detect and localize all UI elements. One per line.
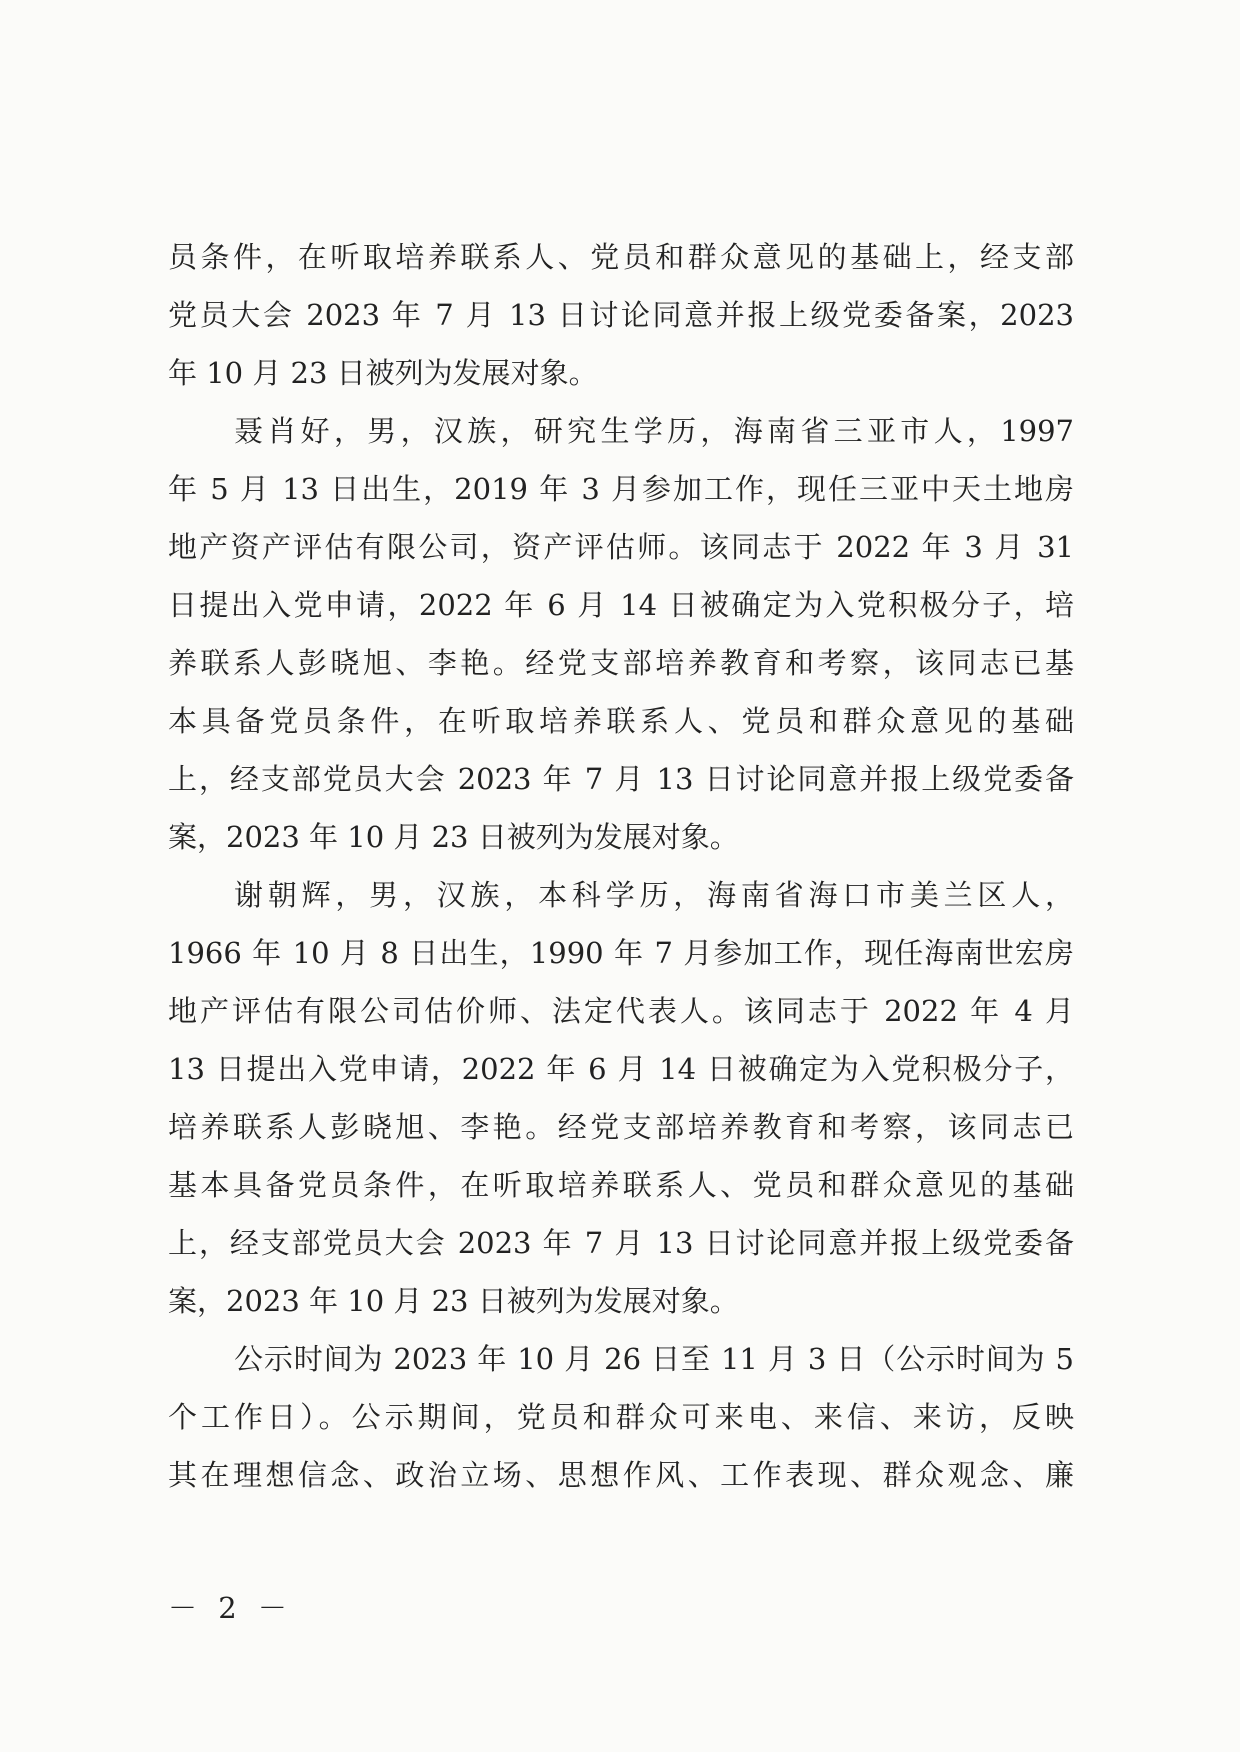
text-line: 年 10 月 23 日被列为发展对象。 [168, 356, 598, 390]
text-line: 案，2023 年 10 月 23 日被列为发展对象。 [168, 1284, 739, 1318]
text-line: 案，2023 年 10 月 23 日被列为发展对象。 [168, 820, 739, 854]
text-line: 1966 年 10 月 8 日出生，1990 年 7 月参加工作，现任海南世宏房 [168, 936, 1074, 970]
text-line: 上，经支部党员大会 2023 年 7 月 13 日讨论同意并报上级党委备 [168, 1226, 1074, 1260]
text-line: 基本具备党员条件，在听取培养联系人、党员和群众意见的基础 [168, 1168, 1074, 1202]
text-line: 养联系人彭晓旭、李艳。经党支部培养教育和考察，该同志已基 [168, 646, 1074, 680]
text-line: 员条件，在听取培养联系人、党员和群众意见的基础上，经支部 [168, 240, 1074, 274]
text-line: 日提出入党申请，2022 年 6 月 14 日被确定为入党积极分子，培 [168, 588, 1074, 622]
text-line: 党员大会 2023 年 7 月 13 日讨论同意并报上级党委备案，2023 [168, 298, 1074, 332]
text-line: 上，经支部党员大会 2023 年 7 月 13 日讨论同意并报上级党委备 [168, 762, 1074, 796]
document-body [168, 228, 1074, 1504]
page-number: － 2 － [168, 1591, 293, 1625]
text-line: 地产资产评估有限公司，资产评估师。该同志于 2022 年 3 月 31 [168, 530, 1074, 564]
text-line: 其在理想信念、政治立场、思想作风、工作表现、群众观念、廉 [168, 1458, 1074, 1492]
text-line: 本具备党员条件，在听取培养联系人、党员和群众意见的基础 [168, 704, 1074, 738]
text-line: 个工作日）。公示期间，党员和群众可来电、来信、来访，反映 [168, 1400, 1074, 1434]
paragraph-first-line: 公示时间为 2023 年 10 月 26 日至 11 月 3 日（公示时间为 5 [234, 1342, 1074, 1376]
text-line: 培养联系人彭晓旭、李艳。经党支部培养教育和考察，该同志已 [168, 1110, 1074, 1144]
paragraph-first-line: 谢朝辉，男，汉族，本科学历，海南省海口市美兰区人， [234, 878, 1074, 912]
text-line: 13 日提出入党申请，2022 年 6 月 14 日被确定为入党积极分子， [168, 1052, 1074, 1086]
text-line: 地产评估有限公司估价师、法定代表人。该同志于 2022 年 4 月 [168, 994, 1074, 1028]
text-line: 年 5 月 13 日出生，2019 年 3 月参加工作，现任三亚中天土地房 [168, 472, 1074, 506]
paragraph-first-line: 聂肖好，男，汉族，研究生学历，海南省三亚市人，1997 [234, 414, 1074, 448]
